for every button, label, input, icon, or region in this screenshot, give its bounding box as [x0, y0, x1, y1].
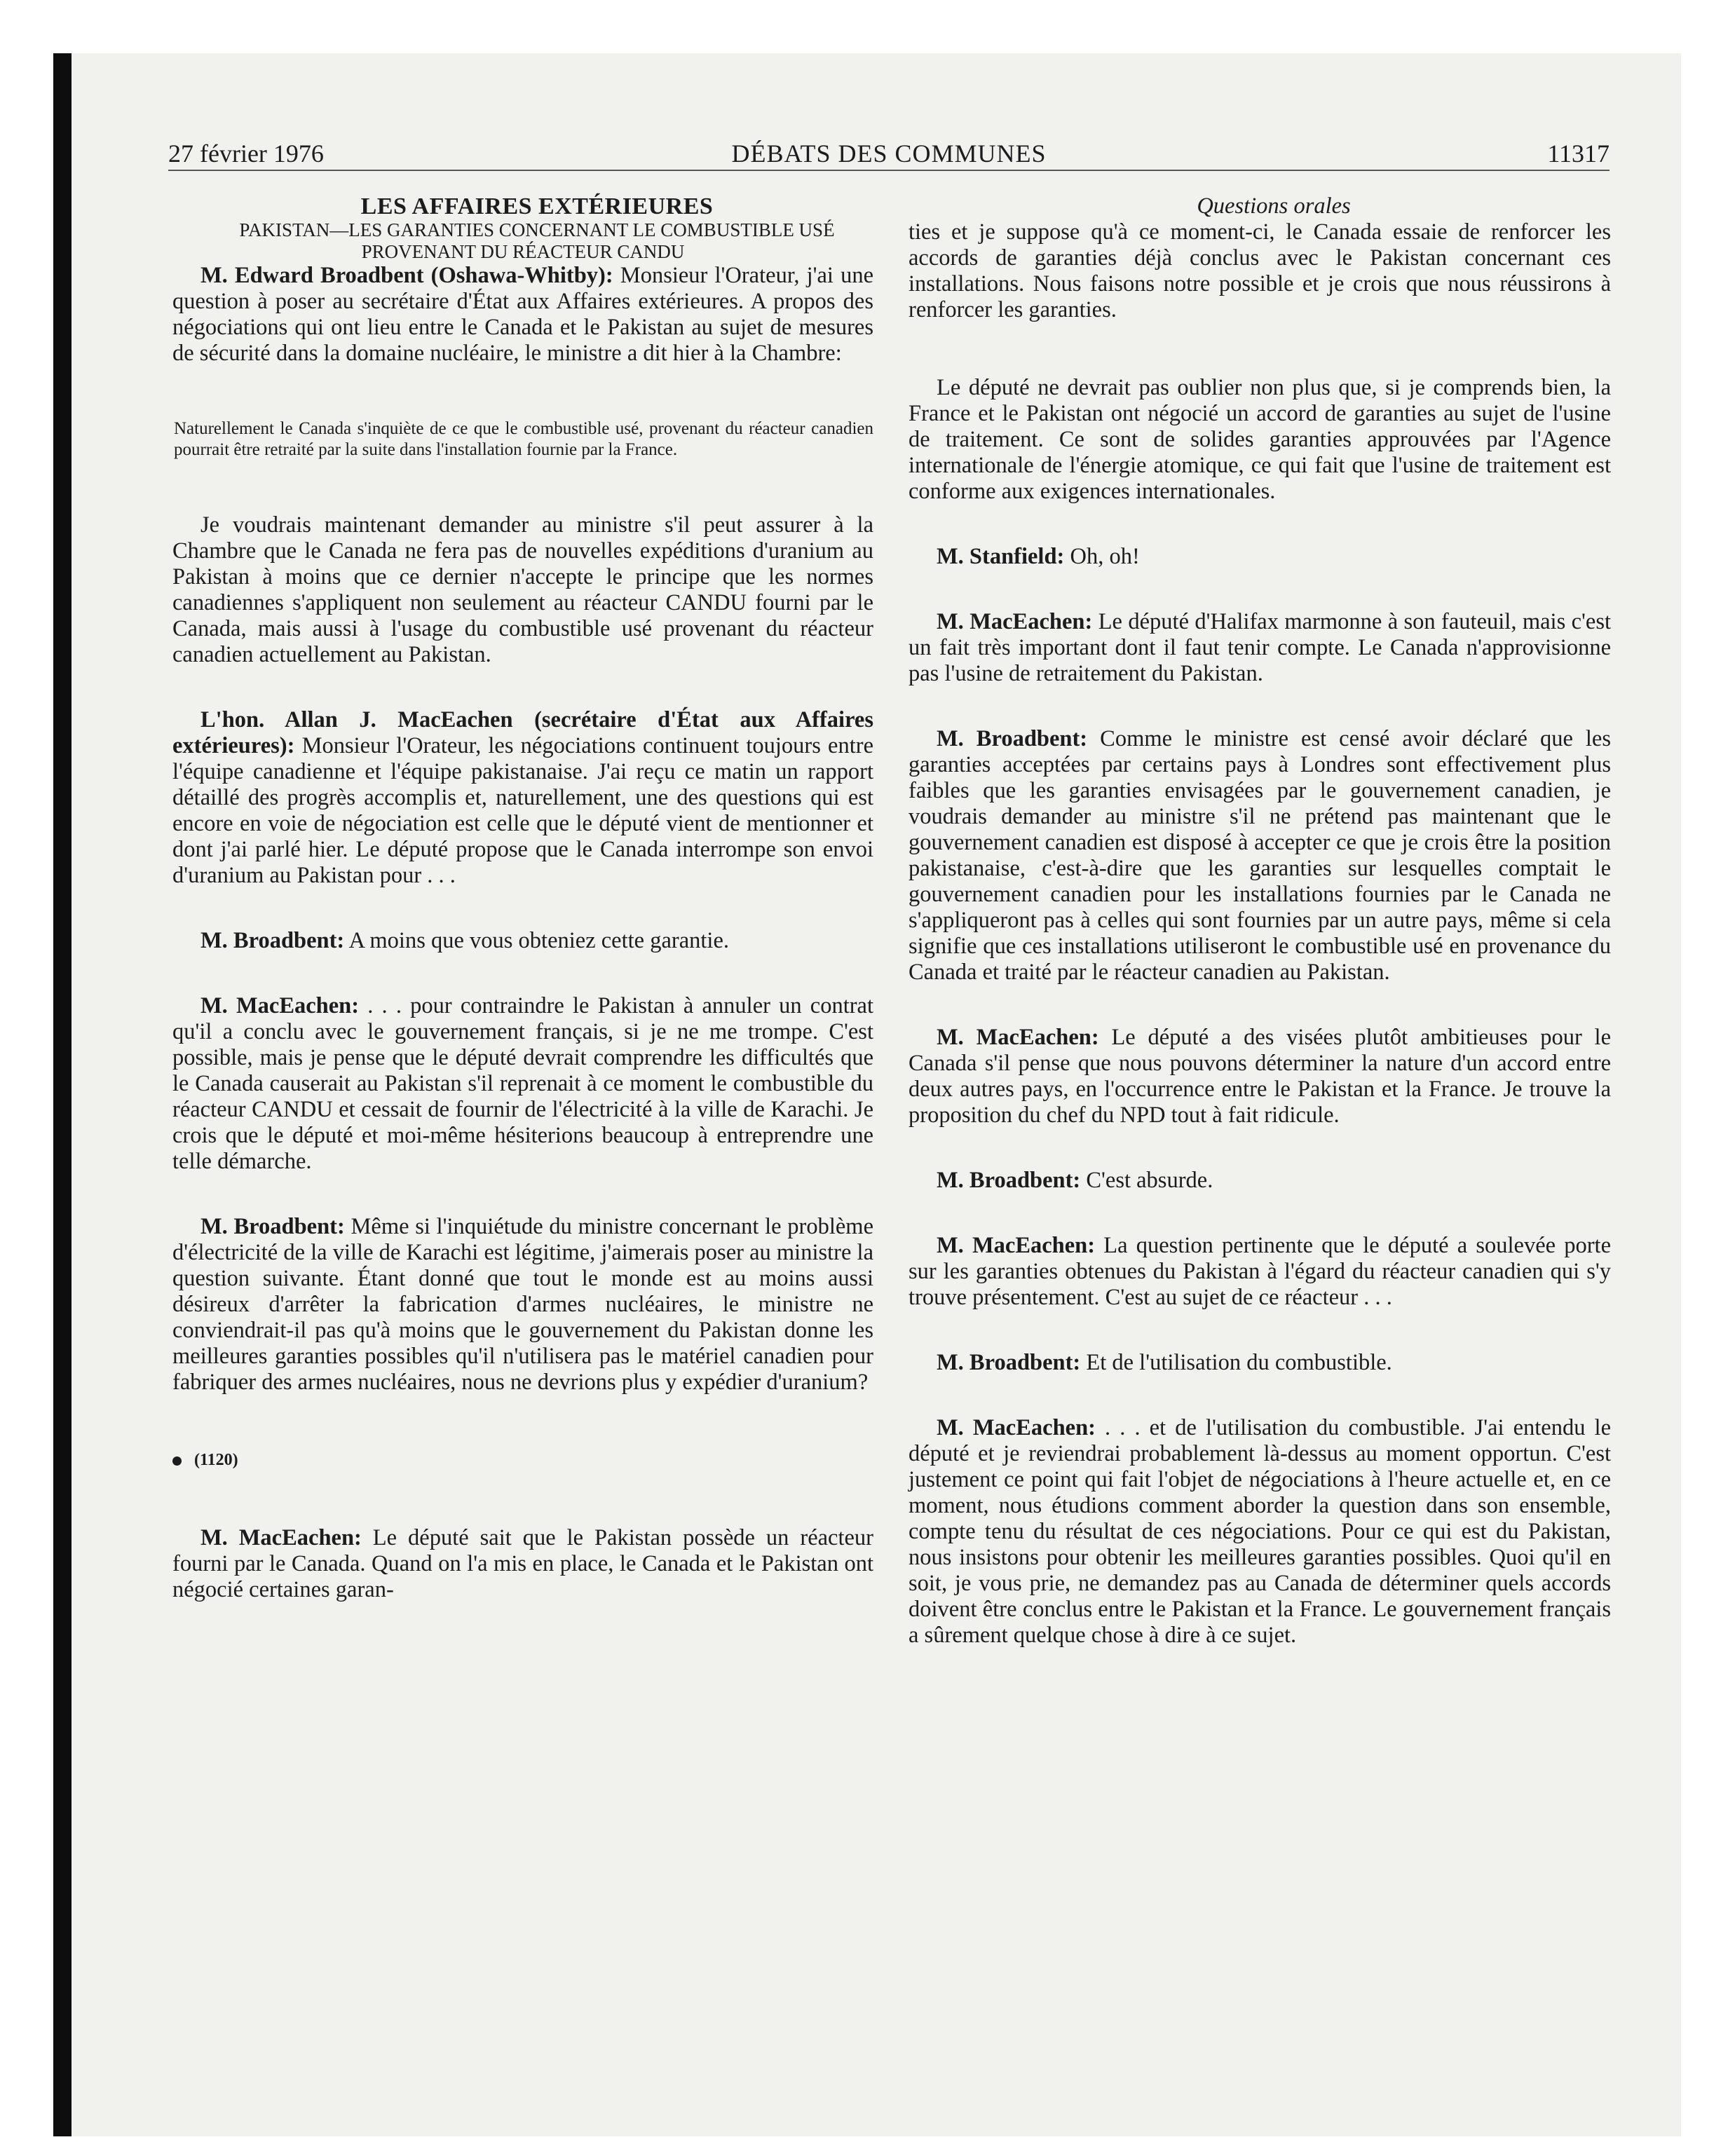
column-running-head: Questions orales — [1197, 193, 1351, 219]
speaker-name: M. MacEachen: — [937, 1415, 1096, 1440]
speech-text: Comme le ministre est censé avoir déclaré que les garanties acceptées par certains pays à Londres sont effectivement plus faibles que les garanties envisagées par le gouvernement canadien, je voudrais demander au ministre s'il ne prétend pas maintenant que le gouvernement canadien est disposé à accepter ce que je crois être la position pakistanaise, c'est-à-dire que les garanties sur lesquelles comptait le gouvernement canadien pour les installations fournies par le Canada ne s'appliqueront pas à celles qui sont fournies par un autre pays, même si cela signifie que ces installations utiliseront le combustible usé en provenance du Canada et traité par le réacteur canadien au Pakistan. — [909, 726, 1611, 985]
paragraph — [909, 1025, 1611, 1128]
time-marker — [172, 1447, 873, 1473]
speaker-name: M. Broadbent: — [937, 1350, 1081, 1375]
header-title: DÉBATS DES COMMUNES — [731, 139, 1047, 168]
paragraph — [909, 1233, 1611, 1311]
speaker-name: M. MacEachen: — [937, 1025, 1099, 1050]
speech-text: Le député a des visées plutôt ambitieuses pour le Canada s'il pense que nous pouvons déterminer la nature d'un accord entre deux autres pays, en l'occurrence entre le Pakistan et la France. Je trouve la proposition du chef du NPD tout à fait ridicule. — [909, 1025, 1611, 1128]
block-quote: Naturellement le Canada s'inquiète de ce que le combustible usé, provenant du réacteur canadien pourrait être retraité par la suite dans l'installation fournie par la France. — [174, 419, 873, 459]
speaker-name: M. Stanfield: — [937, 544, 1065, 569]
speech-text: Monsieur l'Orateur, les négociations continuent toujours entre l'équipe canadienne et l'équipe pakistanaise. J'ai reçu ce matin un rapport détaillé des progrès accomplis et, naturellement, une des questions qui est encore en voie de négociation est celle que le député vient de mentionner et dont j'ai parlé hier. Le député propose que le Canada interrompe son envoi d'uranium au Pakistan pour . . . — [172, 733, 873, 888]
speech-text: C'est absurde. — [1080, 1168, 1213, 1193]
paragraph — [172, 1525, 873, 1603]
header-date: 27 février 1976 — [168, 139, 324, 168]
paragraph — [909, 1415, 1611, 1649]
speaker-name: L'hon. Allan J. MacEachen (secrétaire d'État aux Affaires extérieures): — [172, 707, 873, 758]
header-page-number: 11317 — [1547, 139, 1610, 168]
speech-text: . . . et de l'utilisation du combustible. J'ai entendu le député et je reviendrai probablement là-dessus au moment opportun. C'est justement ce point qui fait l'objet de négociations à l'heure actuelle et, en ce moment, nous étudions comment aborder la question dans son ensemble, compte tenu du résultat de ces négociations. Pour ce qui est du Pakistan, nous insistons pour obtenir les meilleures garanties possibles. Quoi qu'il en soit, je vous prie, ne demandez pas au Canada de déterminer quels accords doivent être conclus entre le Pakistan et la France. Le gouvernement français a sûrement quelque chose à dire à ce sujet. — [909, 1415, 1611, 1648]
paragraph — [909, 1168, 1611, 1194]
speaker-name: M. Edward Broadbent (Oshawa-Whitby): — [200, 263, 613, 288]
speech-text: Et de l'utilisation du combustible. — [1080, 1350, 1392, 1375]
paragraph: Le député ne devrait pas oublier non plus que, si je comprends bien, la France et le Pakistan ont négocié un accord de garanties au sujet de l'usine de traitement. Ce sont de solides garanties approuvées par l'Agence internationale de l'énergie atomique, ce qui fait que l'usine de traitement est conforme aux exigences internationales. — [909, 375, 1611, 504]
speaker-name: M. MacEachen: — [200, 993, 360, 1018]
bullet-icon — [172, 1456, 182, 1466]
speaker-name: M. MacEachen: — [937, 1233, 1096, 1258]
binding-edge — [53, 53, 72, 2136]
section-title: LES AFFAIRES EXTÉRIEURES — [360, 193, 714, 219]
section-subheading: PAKISTAN—LES GARANTIES CONCERNANT LE COMBUSTIBLE USÉ PROVENANT DU RÉACTEUR CANDU — [239, 219, 835, 262]
paragraph — [172, 707, 873, 889]
speech-text: La question pertinente que le député a soulevée porte sur les garanties obtenues du Pakistan à l'égard du réacteur canadien qui s'y trouve présentement. C'est au sujet de ce réacteur . . . — [909, 1233, 1611, 1310]
paragraph — [172, 928, 873, 954]
paragraph: Je voudrais maintenant demander au ministre s'il peut assurer à la Chambre que le Canada ne fera pas de nouvelles expéditions d'uranium au Pakistan à moins que ce dernier n'accepte le principe que les normes canadiennes s'appliquent non seulement au réacteur CANDU fourni par le Canada, mais aussi à l'usage du combustible usé provenant du réacteur canadien actuellement au Pakistan. — [172, 512, 873, 667]
paragraph — [909, 609, 1611, 687]
running-head — [168, 137, 1610, 171]
paragraph — [909, 726, 1611, 985]
speaker-name: M. MacEachen: — [937, 609, 1093, 634]
speaker-name: M. Broadbent: — [200, 928, 345, 953]
time-marker-text: (1120) — [194, 1451, 238, 1469]
speech-text: Le député sait que le Pakistan possède un réacteur fourni par le Canada. Quand on l'a mis en place, le Canada et le Pakistan ont négocié certaines garan- — [172, 1525, 873, 1602]
right-column — [909, 193, 1611, 1649]
paragraph: ties et je suppose qu'à ce moment-ci, le Canada essaie de renforcer les accords de garanties déjà conclus avec le Pakistan concernant ces installations. Nous faisons notre possible et je crois que nous réussirons à renforcer les garanties. — [909, 219, 1611, 322]
speech-text: Monsieur l'Orateur, j'ai une question à poser au secrétaire d'État aux Affaires extérieures. A propos des négociations qui ont lieu entre le Canada et le Pakistan au sujet de mesures de sécurité dans la domaine nucléaire, le ministre a dit hier à la Chambre: — [172, 263, 873, 366]
speaker-name: M. Broadbent: — [937, 1168, 1081, 1193]
speaker-name: M. Broadbent: — [937, 726, 1088, 751]
speech-text: A moins que vous obteniez cette garantie. — [344, 928, 729, 953]
paragraph — [909, 544, 1611, 570]
speech-text: Oh, oh! — [1064, 544, 1140, 569]
paragraph — [172, 1214, 873, 1396]
left-column — [172, 193, 873, 1603]
speech-text: Le député d'Halifax marmonne à son fauteuil, mais c'est un fait très important dont il faut tenir compte. Le Canada n'approvisionne pas l'usine de retraitement du Pakistan. — [909, 609, 1611, 686]
speaker-name: M. Broadbent: — [200, 1214, 345, 1239]
paragraph — [909, 1350, 1611, 1376]
speech-text: Même si l'inquiétude du ministre concernant le problème d'électricité de la ville de Karachi est légitime, j'aimerais poser au ministre la question suivante. Étant donné que tout le monde est au moins aussi désireux d'arrêter la fabrication d'armes nucléaires, le ministre ne conviendrait-il pas qu'à moins que le gouvernement du Pakistan donne les meilleures garanties possibles qu'il n'utilisera pas le matériel canadien pour fabriquer des armes nucléaires, nous ne devrions plus y expédier d'uranium? — [172, 1214, 873, 1395]
speech-text: . . . pour contraindre le Pakistan à annuler un contrat qu'il a conclu avec le gouvernement français, si je ne me trompe. C'est possible, mais je pense que le député devrait comprendre les difficultés que le Canada causerait au Pakistan s'il reprenait à ce moment le combustible du réacteur CANDU et cessait de fournir de l'électricité à la ville de Karachi. Je crois que le député et moi-même hésiterions beaucoup à entreprendre une telle démarche. — [172, 993, 874, 1174]
speaker-name: M. MacEachen: — [200, 1525, 362, 1550]
paragraph — [172, 993, 873, 1175]
scanned-page — [53, 53, 1681, 2136]
paragraph — [172, 263, 873, 367]
